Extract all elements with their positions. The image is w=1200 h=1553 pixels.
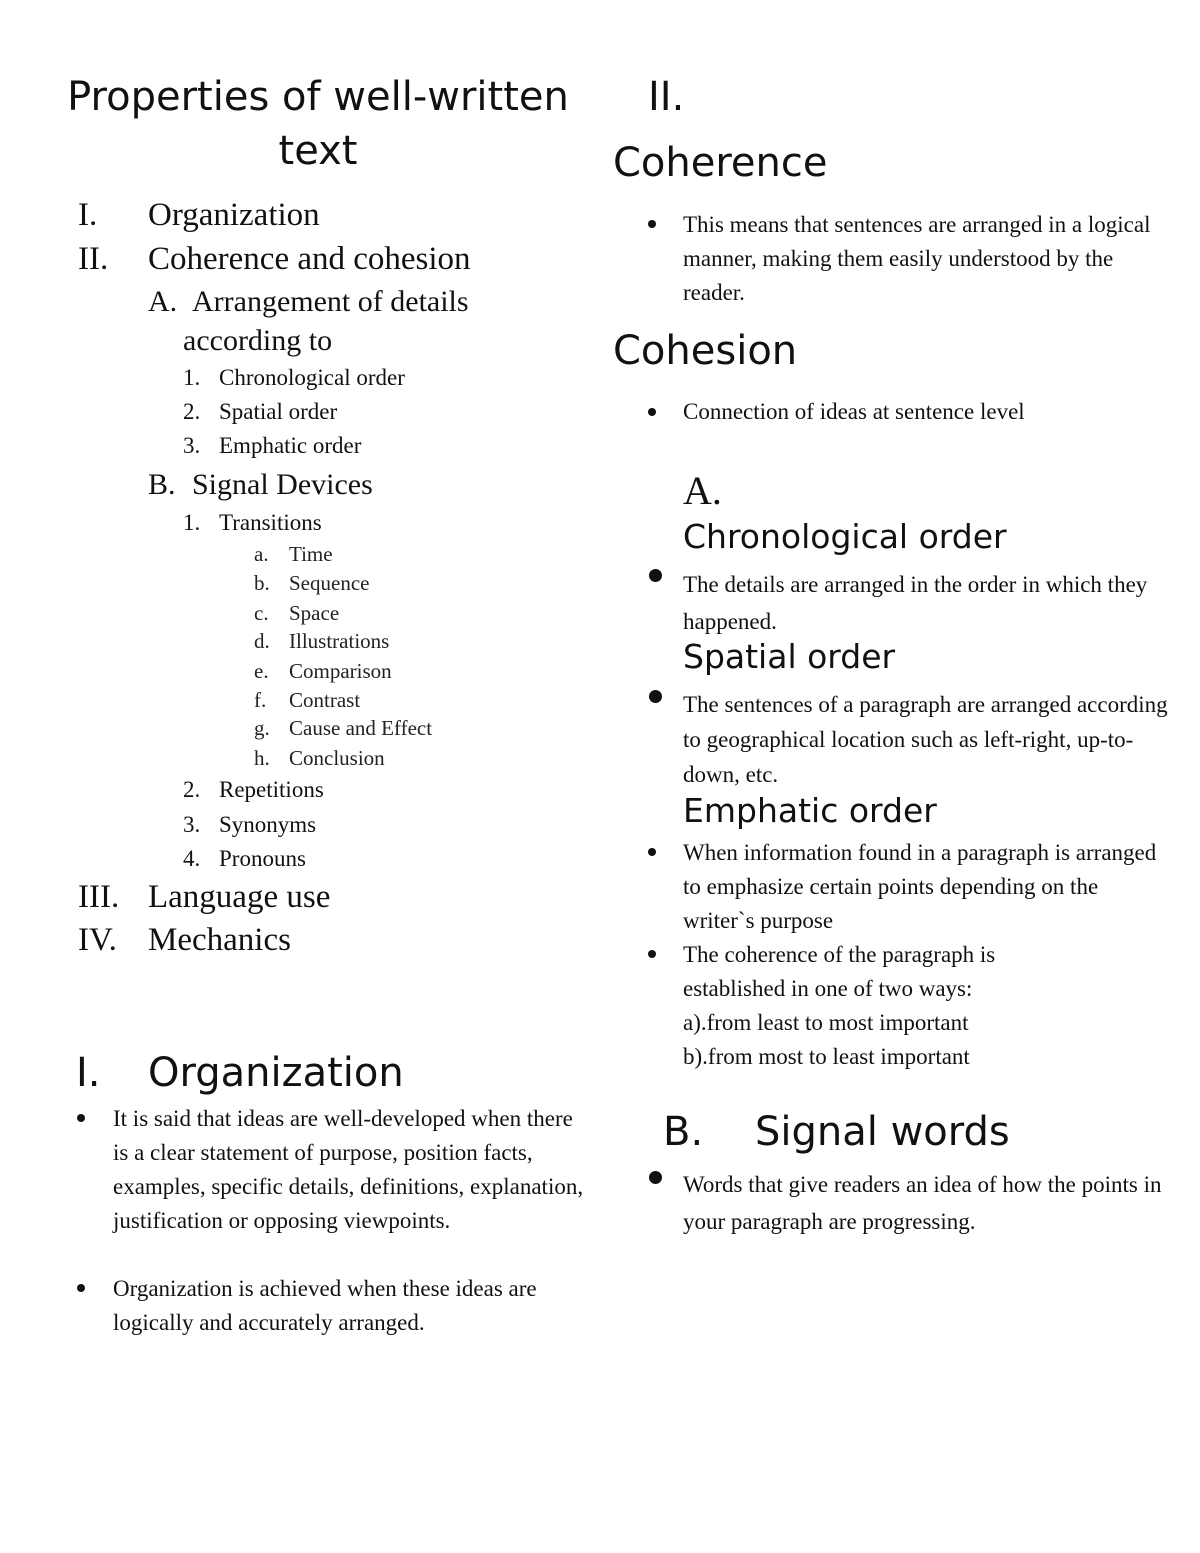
outline-item-coherence-cohesion: Coherence and cohesion <box>148 241 471 277</box>
outline-item-synonyms: Synonyms <box>219 812 317 837</box>
spatial-bullet: The sentences of a paragraph are arranged according to geographical location such as left-right, up-to-down, etc. <box>683 692 1168 787</box>
outline-item-spatial: Spatial order <box>219 399 338 424</box>
outline-item-signal-devices: Signal Devices <box>192 468 373 501</box>
transition-num: b. <box>254 571 270 595</box>
outline-num-iii: III. <box>78 879 120 915</box>
transition-num: e. <box>254 659 269 683</box>
outline-num-a: A. <box>148 285 178 318</box>
outline-num-ii: II. <box>78 241 109 277</box>
outline-item-organization: Organization <box>148 197 320 233</box>
chronological-bullet: The details are arranged in the order in which they happened. <box>683 572 1148 634</box>
outline-num-a1: 1. <box>183 365 201 390</box>
emphatic-bullet-2: The coherence of the paragraph is established in one of two ways: <box>683 942 996 1001</box>
cohesion-bullet: Connection of ideas at sentence level <box>683 399 1025 424</box>
outline-num-a2: 2. <box>183 399 201 424</box>
signal-bullet: Words that give readers an idea of how the points in your paragraph are progressing. <box>683 1172 1162 1234</box>
signal-num-b: B. <box>663 1109 704 1155</box>
outline-item-emphatic: Emphatic order <box>219 433 362 458</box>
transition-num: d. <box>254 629 270 653</box>
outline-item-repetitions: Repetitions <box>219 777 324 802</box>
bullet-icon <box>648 848 656 856</box>
section-num-ii: II. <box>648 74 685 120</box>
outline-num-b1: 1. <box>183 510 201 535</box>
organization-heading: Organization <box>148 1050 404 1096</box>
cohesion-heading: Cohesion <box>613 328 798 374</box>
outline-item-transitions: Transitions <box>219 510 322 535</box>
outline-item-language-use: Language use <box>148 879 331 915</box>
bullet-icon <box>648 408 656 416</box>
transition-item: Conclusion <box>289 746 385 770</box>
outline-item-pronouns: Pronouns <box>219 846 306 871</box>
outline-num-b2: 2. <box>183 777 201 802</box>
emphatic-bullet-1: When information found in a paragraph is arranged to emphasize certain points depending on the writer`s purpose <box>683 840 1157 933</box>
transition-item: Cause and Effect <box>289 716 433 740</box>
transition-num: c. <box>254 601 269 625</box>
emphatic-way-b: b).from most to least important <box>683 1044 970 1069</box>
transition-num: g. <box>254 716 270 740</box>
bullet-icon <box>649 569 662 582</box>
transition-item: Time <box>289 542 333 566</box>
outline-item-chronological: Chronological order <box>219 365 405 390</box>
outline-item-arrangement: Arrangement of details <box>192 285 469 318</box>
chronological-heading: Chronological order <box>683 517 1007 556</box>
organization-num: I. <box>76 1050 101 1096</box>
signal-heading: Signal words <box>755 1109 1010 1155</box>
coherence-heading: Coherence <box>613 140 828 186</box>
transition-item: Illustrations <box>289 629 390 653</box>
emphatic-way-a: a).from least to most important <box>683 1010 969 1035</box>
outline-num-b: B. <box>148 468 176 501</box>
outline-item-arrangement-cont: according to <box>183 324 333 357</box>
bullet-icon <box>77 1114 85 1122</box>
transition-item: Space <box>289 601 340 625</box>
subsection-num-a: A. <box>683 468 722 513</box>
transition-num: h. <box>254 746 270 770</box>
transition-item: Contrast <box>289 688 361 712</box>
transition-item: Comparison <box>289 659 392 683</box>
bullet-icon <box>649 1171 662 1184</box>
transition-item: Sequence <box>289 571 370 595</box>
transition-num: a. <box>254 542 269 566</box>
outline-num-a3: 3. <box>183 433 201 458</box>
bullet-icon <box>649 690 662 703</box>
emphatic-heading: Emphatic order <box>683 791 937 830</box>
outline-num-b3: 3. <box>183 812 201 837</box>
organization-bullet-1: It is said that ideas are well-developed when there is a clear statement of purpose, position facts, examples, specific details, definitions, explanation, justification or opposing viewpoints. <box>113 1106 584 1233</box>
bullet-icon <box>77 1284 85 1292</box>
transition-num: f. <box>254 688 267 712</box>
organization-bullet-2: Organization is achieved when these ideas are logically and accurately arranged. <box>113 1276 537 1335</box>
outline-num-b4: 4. <box>183 846 201 871</box>
bullet-icon <box>648 950 656 958</box>
outline-num-i: I. <box>78 197 98 233</box>
outline-num-iv: IV. <box>78 922 117 958</box>
bullet-icon <box>648 220 656 228</box>
spatial-heading: Spatial order <box>683 637 896 676</box>
outline-item-mechanics: Mechanics <box>148 922 291 958</box>
coherence-bullet: This means that sentences are arranged in a logical manner, making them easily understood by the reader. <box>683 212 1151 305</box>
page-title: Properties of well-written text <box>67 74 569 174</box>
